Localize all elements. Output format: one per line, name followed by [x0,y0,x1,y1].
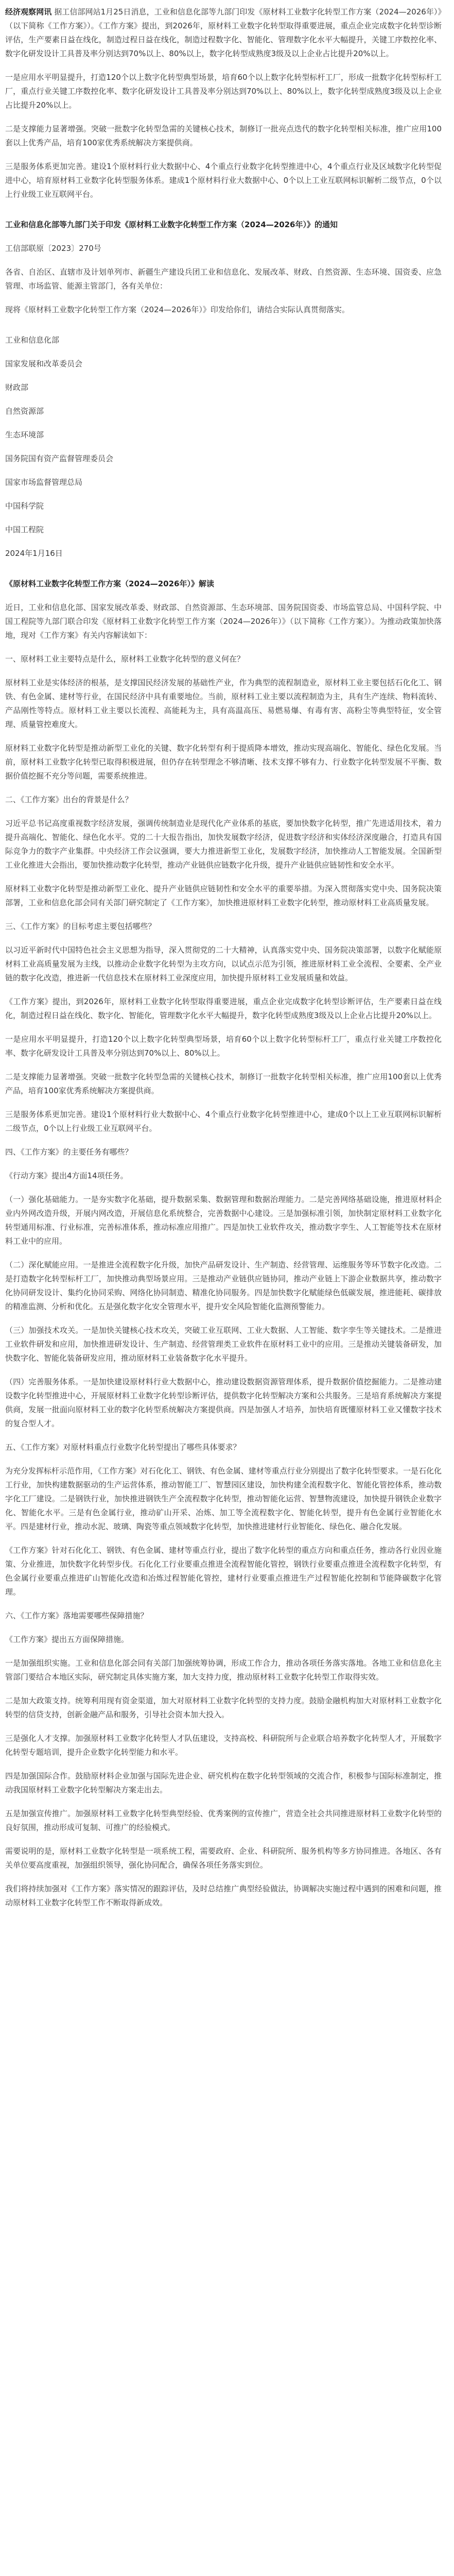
interpretation-intro: 近日，工业和信息化部、国家发展改革委、财政部、自然资源部、生态环境部、国务院国资委、市场监管总局、中国科学院、中国工程院等九部门联合印发《原材料工业数字化转型工作方案（2024—2026年）》（以下简称《工作方案》）。为推动政策加快落地，现对《工作方案》有关内容解读如下： [5,603,442,640]
closing-paragraph: 需要说明的是，原材料工业数字化转型是一项系统工程，需要政府、企业、科研院所、服务机构等多方协同推进。各地区、各有关单位要高度重视，加强组织领导，强化协同配合，确保各项任务落实到位。 [5,1846,442,1870]
answer-paragraph: 二是加大政策支持。统筹利用现有资金渠道，加大对原材料工业数字化转型的支持力度。鼓励金融机构加大对原材料工业数字化转型的信贷支持，创新金融产品和服务，引导社会资本加大投入。 [5,1696,442,1719]
notice-doc-number: 工信部联原〔2023〕270号 [5,244,101,253]
answer-paragraph: 《工作方案》针对石化化工、钢铁、有色金属、建材等重点行业，提出了数字化转型的重点方向和重点任务，推动各行业因业施策、分业推进，加快数字化转型步伐。石化化工行业要重点推进全流程智能化管控，钢铁行业要重点推进全流程数字化转型，有色金属行业要重点推进矿山智能化改造和冶炼过程智能化管控，建材行业要重点推进生产过程智能化控制和节能降碳数字化管理。 [5,1546,442,1597]
goal-paragraph-3: 三是服务体系更加完善。建设1个原材料行业大数据中心、4个重点行业数字化转型推进中心，4个重点行业及区域数字化转型促进中心，培育原材料工业数字化转型服务体系。建成1个原材料行业大数据中心、0个以上工业互联网标识解析二级节点，0个以上行业级工业互联网平台。 [5,162,442,199]
answer-paragraph: 《工作方案》提出，到2026年，原材料工业数字化转型取得重要进展，重点企业完成数字化转型诊断评估，生产要素日益在线化，制造过程日益在线化、数字化、智能化，管理数字化水平大幅提升，数字化转型成熟度3级及以上企业占比提升20%以上。 [5,997,442,1020]
closing-paragraph: 我们将持续加强对《工作方案》落实情况的跟踪评估，及时总结推广典型经验做法，协调解决实施过程中遇到的困难和问题，推动原材料工业数字化转型工作不断取得新成效。 [5,1884,442,1907]
goal-paragraph-2: 二是支撑能力显著增强。突破一批数字化转型急需的关键核心技术，制修订一批亮点迭代的数字化转型相关标准，推广应用100套以上优秀产品，培育100家优秀系统解决方案提供商。 [5,124,442,147]
answer-paragraph: 二是支撑能力显著增强。突破一批数字化转型急需的关键核心技术，制修订一批数字化转型相关标准，推广应用100套以上优秀产品，培育100家优秀系统解决方案提供商。 [5,1072,442,1095]
answer-paragraph: 原材料工业是实体经济的根基，是支撑国民经济发展的基础性产业，作为典型的流程制造业，原材料工业主要包括石化化工、钢铁、有色金属、建材等行业，在国民经济中具有重要地位。当前，原材料工业主要以流程制造为主，具有生产连续、物料流转、产品刚性等特点。原材料工业主要以长流程、高能耗为主，具有高温高压、易燃易爆、有毒有害、高粉尘等典型特征，安全管理、质量管控难度大。 [5,678,442,729]
intro-text: 据工信部网站1月25日消息，工业和信息化部等九部门印发《原材料工业数字化转型工作方案（2024—2026年）》（以下简称《工作方案》）。《工作方案》提出，到2026年，原材料工业数字化转型取得重要进展，重点企业完成数字化转型诊断评估，生产要素日益在线化，制造过程日益在线化，制造过程数字化、智能化、管理数字化水平大幅提升，关键工序数控化率、数字化研发设计工具普及率分别达到70%以上、80%以上，数字化转型成熟度3级及以上企业占比提升20%以上。 [5,7,442,58]
notice-recipients: 各省、自治区、直辖市及计划单列市、新疆生产建设兵团工业和信息化、发展改革、财政、自然资源、生态环境、国资委、应急管理、市场监管、能源主管部门，各有关单位： [5,267,442,291]
answer-paragraph: 原材料工业数字化转型是推动新型工业化、提升产业链供应链韧性和安全水平的重要举措。为深入贯彻落实党中央、国务院决策部署，工业和信息化部会同有关部门研究制定了《工作方案》，加快推进原材料工业数字化转型，推动原材料工业高质量发展。 [5,884,442,907]
signatory: 国务院国有资产监督管理委员会 [5,454,114,463]
answer-paragraph: 《行动方案》提出4方面14项任务。 [5,1171,128,1180]
answer-paragraph: 《工作方案》提出五方面保障措施。 [5,1635,129,1644]
answer-paragraph: 三是强化人才支撑。加强原材料工业数字化转型人才队伍建设，支持高校、科研院所与企业联合培养数字化转型人才，开展数字化转型专题培训，提升企业数字化转型能力和水平。 [5,1734,442,1757]
signatory: 国家市场监督管理总局 [5,478,83,487]
signatory: 国家发展和改革委员会 [5,359,83,368]
signatory: 财政部 [5,383,29,392]
answer-paragraph: （一）强化基础能力。一是夯实数字化基础，提升数据采集、数据管理和数据治理能力。二是完善网络基础设施，推进原材料企业内外网改造升级，开展内网改造，开展信息化系统整合，完善数据中心建设。三是加强标准引领，加快制定原材料工业数字化转型通用标准、行业标准，完善标准体系，推动标准应用推广。四是加快工业软件攻关，推动数字孪生、人工智能等技术在原材料工业中的应用。 [5,1195,442,1246]
answer-paragraph: 一是加强组织实施。工业和信息化部会同有关部门加强统筹协调，形成工作合力，推动各项任务落实落地。各地工业和信息化主管部门要结合本地区实际，研究制定具体实施方案，加大支持力度，推动原材料工业数字化转型工作取得实效。 [5,1658,442,1682]
intro-paragraph [5,5,442,61]
question-heading: 三、《工作方案》的目标考虑主要包括哪些？ [5,922,156,931]
notice-body: 现将《原材料工业数字化转型工作方案（2024—2026年）》印发给你们，请结合实际认真贯彻落实。 [5,305,350,314]
notice-title: 工业和信息化部等九部门关于印发《原材料工业数字化转型工作方案（2024—2026年）》的通知 [5,220,338,229]
answer-paragraph: 原材料工业数字化转型是推动新型工业化的关键、数字化转型有利于提质降本增效，推动实现高端化、智能化、绿色化发展。当前，原材料工业数字化转型已取得积极进展，但仍存在转型理念不够清晰、技术支撑不够有力、行业数字化转型发展不平衡、数据价值挖掘不充分等问题，需要系统推进。 [5,743,442,781]
question-heading: 四、《工作方案》的主要任务有哪些？ [5,1147,133,1157]
question-heading: 二、《工作方案》出台的背景是什么？ [5,795,133,804]
goal-paragraph-1: 一是应用水平明显提升，打造120个以上数字化转型典型场景，培育60个以上数字化转型标杆工厂，形成一批数字化转型标杆工厂，重点行业关键工序数控化率、数字化研发设计工具普及率分别达到70%以上、80%以上，数字化转型成熟度3级及以上企业占比提升20%以上。 [5,73,442,110]
signatory: 工业和信息化部 [5,335,60,345]
answer-paragraph: （二）深化赋能应用。一是推进全流程数字化升级，加快产品研发设计、生产制造、经营管理、运维服务等环节数字化改造。二是打造数字化转型标杆工厂，加快推动典型场景应用。三是推动产业链供应链协同，推动产业链上下游企业数据共享，推动数字化协同研发设计、集约化协同采购、网络化协同制造、精准化协同服务。四是加快数字化赋能绿色低碳发展，推进能耗、碳排放的精准监测、分析和优化。五是强化数字化安全管理水平，提升安全风险智能化监测预警能力。 [5,1260,442,1311]
signatory: 中国科学院 [5,501,44,511]
answer-paragraph: 习近平总书记高度重视数字经济发展，强调传统制造业是现代化产业体系的基底，要加快数字化转型，推广先进适用技术，着力提升高端化、智能化、绿色化水平。党的二十大报告指出，加快发展数字经济，促进数字经济和实体经济深度融合，打造具有国际竞争力的数字产业集群。中央经济工作会议强调，要大力推进新型工业化，发展数字经济，加快推动人工智能发展。全国新型工业化推进大会指出，要加快推动数字化转型，推动产业链供应链数字化升级，提升产业链供应链韧性和安全水平。 [5,819,442,870]
answer-paragraph: 三是服务体系更加完善。建设1个原材料行业大数据中心、4个重点行业数字化转型推进中心，建成0个以上工业互联网标识解析二级节点，0个以上行业级工业互联网平台。 [5,1110,442,1133]
notice-date: 2024年1月16日 [5,549,63,558]
answer-paragraph: 五是加强宣传推广。加强原材料工业数字化转型典型经验、优秀案例的宣传推广，营造全社会共同推进原材料工业数字化转型的良好氛围，推动形成可复制、可推广的经验模式。 [5,1809,442,1832]
question-heading: 六、《工作方案》落地需要哪些保障措施？ [5,1611,148,1620]
answer-paragraph: 为充分发挥标杆示范作用，《工作方案》对石化化工、钢铁、有色金属、建材等重点行业分别提出了数字化转型要求。一是石化化工行业，加快构建数据驱动的生产运营体系，推动智能工厂、智慧园区建设，加快构建全流程数字化、智能化管控体系，推动数字化工厂建设。二是钢铁行业，加快推进钢铁生产全流程数字化转型，推动智能化运营、智慧物流建设，加快提升钢铁企业数字化、智能化水平。三是有色金属行业，推动矿山开采、冶炼、加工等全流程数字化、智能化转型，提升有色金属行业智能化水平。四是建材行业，推动水泥、玻璃、陶瓷等重点领域数字化转型，加快推进建材行业智能化、绿色化、融合化发展。 [5,1466,442,1531]
interpretation-title: 《原材料工业数字化转型工作方案（2024—2026年）》解读 [5,579,214,588]
answer-paragraph: （三）加强技术攻关。一是加快关键核心技术攻关，突破工业互联网、工业大数据、人工智能、数字孪生等关键技术。二是推进工业软件研发和应用，加快推进研发设计、生产制造、经营管理类工业软件在原材料工业中的应用。三是推动关键装备研发，加快数字化、智能化装备研发应用，推动原材料工业装备数字化水平提升。 [5,1326,442,1363]
answer-paragraph: 一是应用水平明显提升，打造120个以上数字化转型典型场景，培育60个以上数字化转型标杆工厂，重点行业关键工序数控化率、数字化研发设计工具普及率分别达到70%以上、80%以上。 [5,1035,442,1058]
question-heading: 一、原材料工业主要特点是什么，原材料工业数字化转型的意义何在？ [5,654,245,664]
signatory: 中国工程院 [5,525,44,534]
signatory: 生态环境部 [5,430,44,439]
signatory: 自然资源部 [5,406,44,416]
answer-paragraph: （四）完善服务体系。一是加快建设原材料行业大数据中心，推动建设数据资源管理体系，提升数据价值挖掘能力。二是推动建设数字化转型推进中心，开展原材料工业数字化转型诊断评估，提供数字化转型解决方案和公共服务。三是培育系统解决方案提供商，发展一批面向原材料工业的数字化转型系统解决方案提供商。四是加强人才培养，加快培育既懂原材料工业又懂数字技术的复合型人才。 [5,1377,442,1428]
answer-paragraph: 以习近平新时代中国特色社会主义思想为指导，深入贯彻党的二十大精神，认真落实党中央、国务院决策部署，以数字化赋能原材料工业高质量发展为主线，以推动企业数字化转型为主攻方向，以试点示范为引领，推进原材料工业全流程、全要素、全产业链的数字化改造，推进新一代信息技术在原材料工业深度应用，加快提升原材料工业发展质量和效益。 [5,945,442,982]
question-heading: 五、《工作方案》对原材料重点行业数字化转型提出了哪些具体要求？ [5,1443,241,1452]
answer-paragraph: 四是加强国际合作。鼓励原材料企业加强与国际先进企业、研究机构在数字化转型领域的交流合作，积极参与国际标准制定，推动我国原材料工业数字化转型解决方案走出去。 [5,1771,442,1794]
source-label: 经济观察网讯 [5,7,52,16]
